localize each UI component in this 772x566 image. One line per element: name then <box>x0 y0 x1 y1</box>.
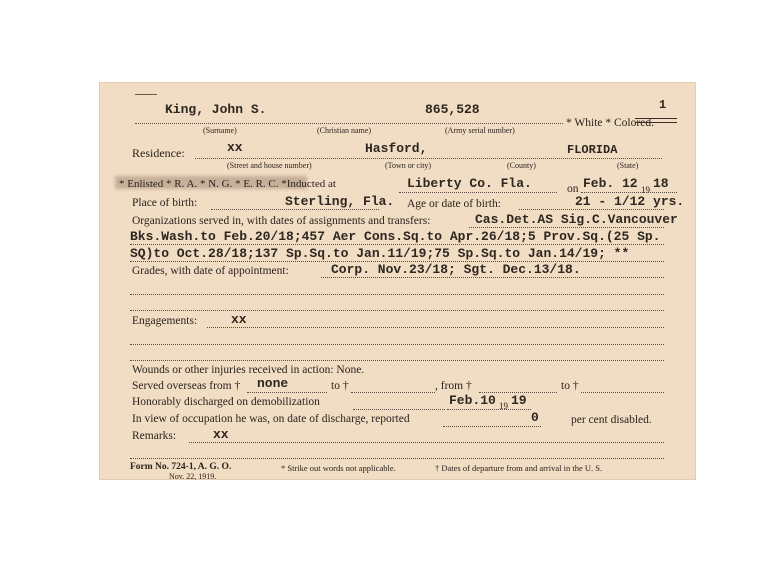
org-rule-1 <box>469 227 664 228</box>
overseas-label: Served overseas from † <box>132 380 241 392</box>
enlisted-place: Liberty Co. Fla. <box>407 176 532 191</box>
caption-street: (Street and house number) <box>227 161 312 170</box>
overseas-from2-label: , from † <box>435 380 472 392</box>
serial-value: 865,528 <box>425 102 480 117</box>
service-record-card <box>99 82 696 480</box>
grades-rule-3 <box>130 310 664 311</box>
enlisted-label: * Enlisted * R. A. * N. G. * E. R. C. *Inducted at <box>119 178 336 190</box>
age-line <box>519 209 664 210</box>
corner-mark: 1 <box>659 98 667 112</box>
caption-state: (State) <box>617 161 639 170</box>
enlisted-date-line <box>581 192 677 193</box>
colored-strike-2 <box>635 122 677 123</box>
overseas-from-value: none <box>257 376 289 391</box>
disability-suffix: per cent disabled. <box>571 414 652 426</box>
age-value: 21 - 1/12 yrs. <box>575 194 685 209</box>
overseas-to-label: to † <box>331 380 349 392</box>
engagements-label: Engagements: <box>132 315 198 327</box>
engagements-rule-3 <box>130 360 664 361</box>
disability-label: In view of occupation he was, on date of discharge, reported <box>132 413 410 425</box>
remarks-line-2 <box>130 458 664 459</box>
white-colored-label: * White * Colored. <box>566 117 654 129</box>
overseas-from-line <box>247 392 327 393</box>
remarks-label: Remarks: <box>132 430 177 442</box>
engagements-value: xx <box>231 312 247 327</box>
disability-value: 0 <box>531 410 539 425</box>
enlisted-year-prefix: 19 <box>641 185 650 195</box>
discharge-line-b <box>447 409 531 410</box>
colored-strike <box>635 118 677 119</box>
caption-town: (Town or city) <box>385 161 432 170</box>
organizations-line-3: SQ)to Oct.28/18;137 Sp.Sq.to Jan.11/19;75 Sp.Sq.to Jan.14/19; ** <box>130 246 630 261</box>
caption-christian: (Christian name) <box>317 126 371 135</box>
form-number: Form No. 724-1, A. G. O. <box>130 462 232 472</box>
caption-county: (County) <box>507 161 536 170</box>
residence-street: xx <box>227 140 243 155</box>
overseas-to-line <box>351 392 435 393</box>
overseas-to2-line <box>581 392 664 393</box>
overseas-to2-label: to † <box>561 380 579 392</box>
organizations-label: Organizations served in, with dates of assignments and transfers: <box>132 215 431 227</box>
residence-label: Residence: <box>132 146 185 160</box>
engagements-rule-2 <box>130 344 664 345</box>
enlisted-date: Feb. 12 <box>583 176 638 191</box>
footnote-dates: † Dates of departure from and arrival in the U. S. <box>435 463 603 473</box>
birth-place: Sterling, Fla. <box>285 194 395 209</box>
grades-rule <box>321 277 664 278</box>
residence-line <box>195 158 662 159</box>
organizations-line-1: Cas.Det.AS Sig.C.Vancouver <box>475 212 678 227</box>
discharge-date: Feb.10 <box>449 393 496 408</box>
organizations-line-2: Bks.Wash.to Feb.20/18;457 Aer Cons.Sq.to Apr.26/18;5 Prov.Sq.(25 Sp. <box>130 229 661 244</box>
form-date: Nov. 22, 1919. <box>169 472 217 481</box>
grades-rule-2 <box>130 294 664 295</box>
engagements-rule <box>207 327 664 328</box>
caption-serial: (Army serial number) <box>445 126 515 135</box>
enlisted-year: 18 <box>653 176 669 191</box>
top-rule <box>135 94 157 95</box>
discharge-line-a <box>353 409 445 410</box>
org-rule-2 <box>130 244 664 245</box>
discharge-year-prefix: 19 <box>499 401 508 411</box>
age-label: Age or date of birth: <box>407 198 501 210</box>
enlisted-on-label: on <box>567 183 579 195</box>
remarks-value: xx <box>213 427 229 442</box>
surname-value: King, John S. <box>165 102 267 117</box>
birth-label: Place of birth: <box>132 197 198 209</box>
caption-surname: (Surname) <box>203 126 237 135</box>
birth-line <box>211 209 379 210</box>
discharge-year: 19 <box>511 393 527 408</box>
residence-state: FLORIDA <box>567 143 618 157</box>
discharge-label: Honorably discharged on demobilization <box>132 396 320 408</box>
wounds-label: Wounds or other injuries received in action: None. <box>132 364 365 376</box>
enlisted-place-line <box>399 192 557 193</box>
grades-value: Corp. Nov.23/18; Sgt. Dec.13/18. <box>331 262 581 277</box>
disability-line <box>443 426 541 427</box>
footnote-strike: * Strike out words not applicable. <box>281 463 396 473</box>
remarks-line <box>189 442 664 443</box>
residence-town: Hasford, <box>365 141 428 156</box>
name-line <box>135 123 563 124</box>
grades-label: Grades, with date of appointment: <box>132 265 289 277</box>
